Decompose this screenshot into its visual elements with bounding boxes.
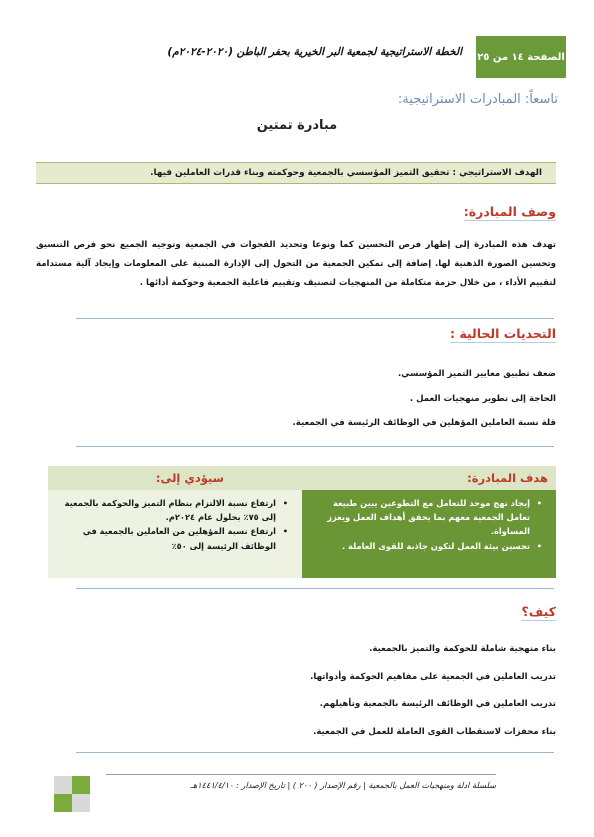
footer-square <box>72 794 90 812</box>
result-body-cell <box>48 490 302 578</box>
footer-divider <box>106 774 496 775</box>
list-item: بناء منهجية شاملة للحوكمة والتميز بالجمعية. <box>369 644 556 654</box>
strategic-goal-box <box>36 162 556 184</box>
list-item: بناء محفزات لاستقطاب القوى العاملة للعمل في الجمعية. <box>313 726 556 737</box>
list-item: قلة نسبة العاملين المؤهلين في الوظائف الرئيسة في الجمعية. <box>292 418 556 428</box>
initiative-title: مبادرة تمتين <box>256 118 338 133</box>
challenges-heading-text: التحديات الحالية : <box>449 326 556 341</box>
result-bullet-list <box>54 496 288 553</box>
goal-bullet-list <box>308 496 542 553</box>
document-header-title: الخطة الاستراتيجية لجمعية البر الخيرية بحفر الباطن (٢٠٢٠-٢٠٢٤م) <box>167 46 462 58</box>
footer-square <box>54 776 72 794</box>
divider <box>76 752 554 753</box>
how-heading-text: كيف؟ <box>521 604 556 619</box>
goal-header-cell <box>302 466 556 490</box>
challenges-list <box>293 362 556 436</box>
page-number-badge <box>476 36 566 78</box>
how-heading <box>521 604 556 619</box>
goal-body-cell <box>302 490 556 578</box>
page-number-label: الصفحة ١٤ من ٢٥ <box>477 51 565 63</box>
footer-square <box>54 794 72 812</box>
list-item: • تحسين بيئة العمل لتكون جاذبة للقوى العاملة . <box>308 539 542 553</box>
footer-logo-squares <box>54 776 90 816</box>
strategic-goal-text: الهدف الاستراتيجي : تحقيق التميز المؤسسي بالجمعية وحوكمته وبناء قدرات العاملين فيها. <box>150 168 542 178</box>
list-item: • إيجاد نهج موحد للتعامل مع التطوعين يبين طبيعة تعامل الجمعية معهم بما يحقق أهداف العمل ويعزز المساواة. <box>308 496 542 539</box>
footer-square <box>72 776 90 794</box>
description-heading-text: وصف المبادرة: <box>463 204 556 219</box>
list-item: الحاجة إلى تطوير منهجيات العمل . <box>409 393 556 404</box>
description-heading <box>464 204 556 219</box>
footer-text: سلسلة ادلة ومنهجيات العمل بالجمعية | رقم الإصدار ( ٢٠٠ ) | تاريخ الإصدار : ١٤٤١/٤/١٠هـ <box>190 780 496 790</box>
description-paragraph: تهدف هذه المبادرة إلى إظهار فرص التحسين كما ونوعا وتحديد الفجوات في الجمعية وتوجيه الجميع نحو فرص التنسيق وتحسين الصورة الذهنية لها. إضافة إلى تمكين الجمعية من التحول إلى الإدارة المبنية على المعلومات وإيجاد آلية مستدامة لتقييم الأداء ، من خلال حزمة متكاملة من المنهجيات لتصنيف وتقييم فاعلية الجمعية وحوكمة أدائها . <box>36 240 556 288</box>
divider <box>76 588 554 589</box>
list-item: ضعف تطبيق معايير التميز المؤسسي. <box>398 369 556 379</box>
list-item: • ارتفاع نسبة المؤهلين من العاملين بالجمعية في الوظائف الرئيسة إلى ٥٠٪ <box>54 524 288 552</box>
goal-header-text: هدف المبادرة: <box>467 471 548 485</box>
divider <box>76 446 554 447</box>
result-header-cell <box>48 466 302 490</box>
divider <box>76 318 554 319</box>
list-item: تدريب العاملين في الجمعية على مفاهيم الحوكمة وأدواتها. <box>310 671 556 682</box>
section-heading: تاسعاً: المبادرات الاستراتيجية: <box>397 92 558 107</box>
how-list <box>310 636 556 746</box>
list-item: • ارتفاع نسبة الالتزام بنظام التميز والحوكمة بالجمعية إلى ٧٥٪ بحلول عام ٢٠٢٤م. <box>54 496 288 524</box>
initiative-goals-table <box>48 466 556 578</box>
result-header-text: سيؤدي إلى: <box>155 471 224 485</box>
challenges-heading <box>450 326 556 341</box>
list-item: تدريب العاملين في الوظائف الرئيسة بالجمعية وتأهيلهم. <box>319 699 556 709</box>
